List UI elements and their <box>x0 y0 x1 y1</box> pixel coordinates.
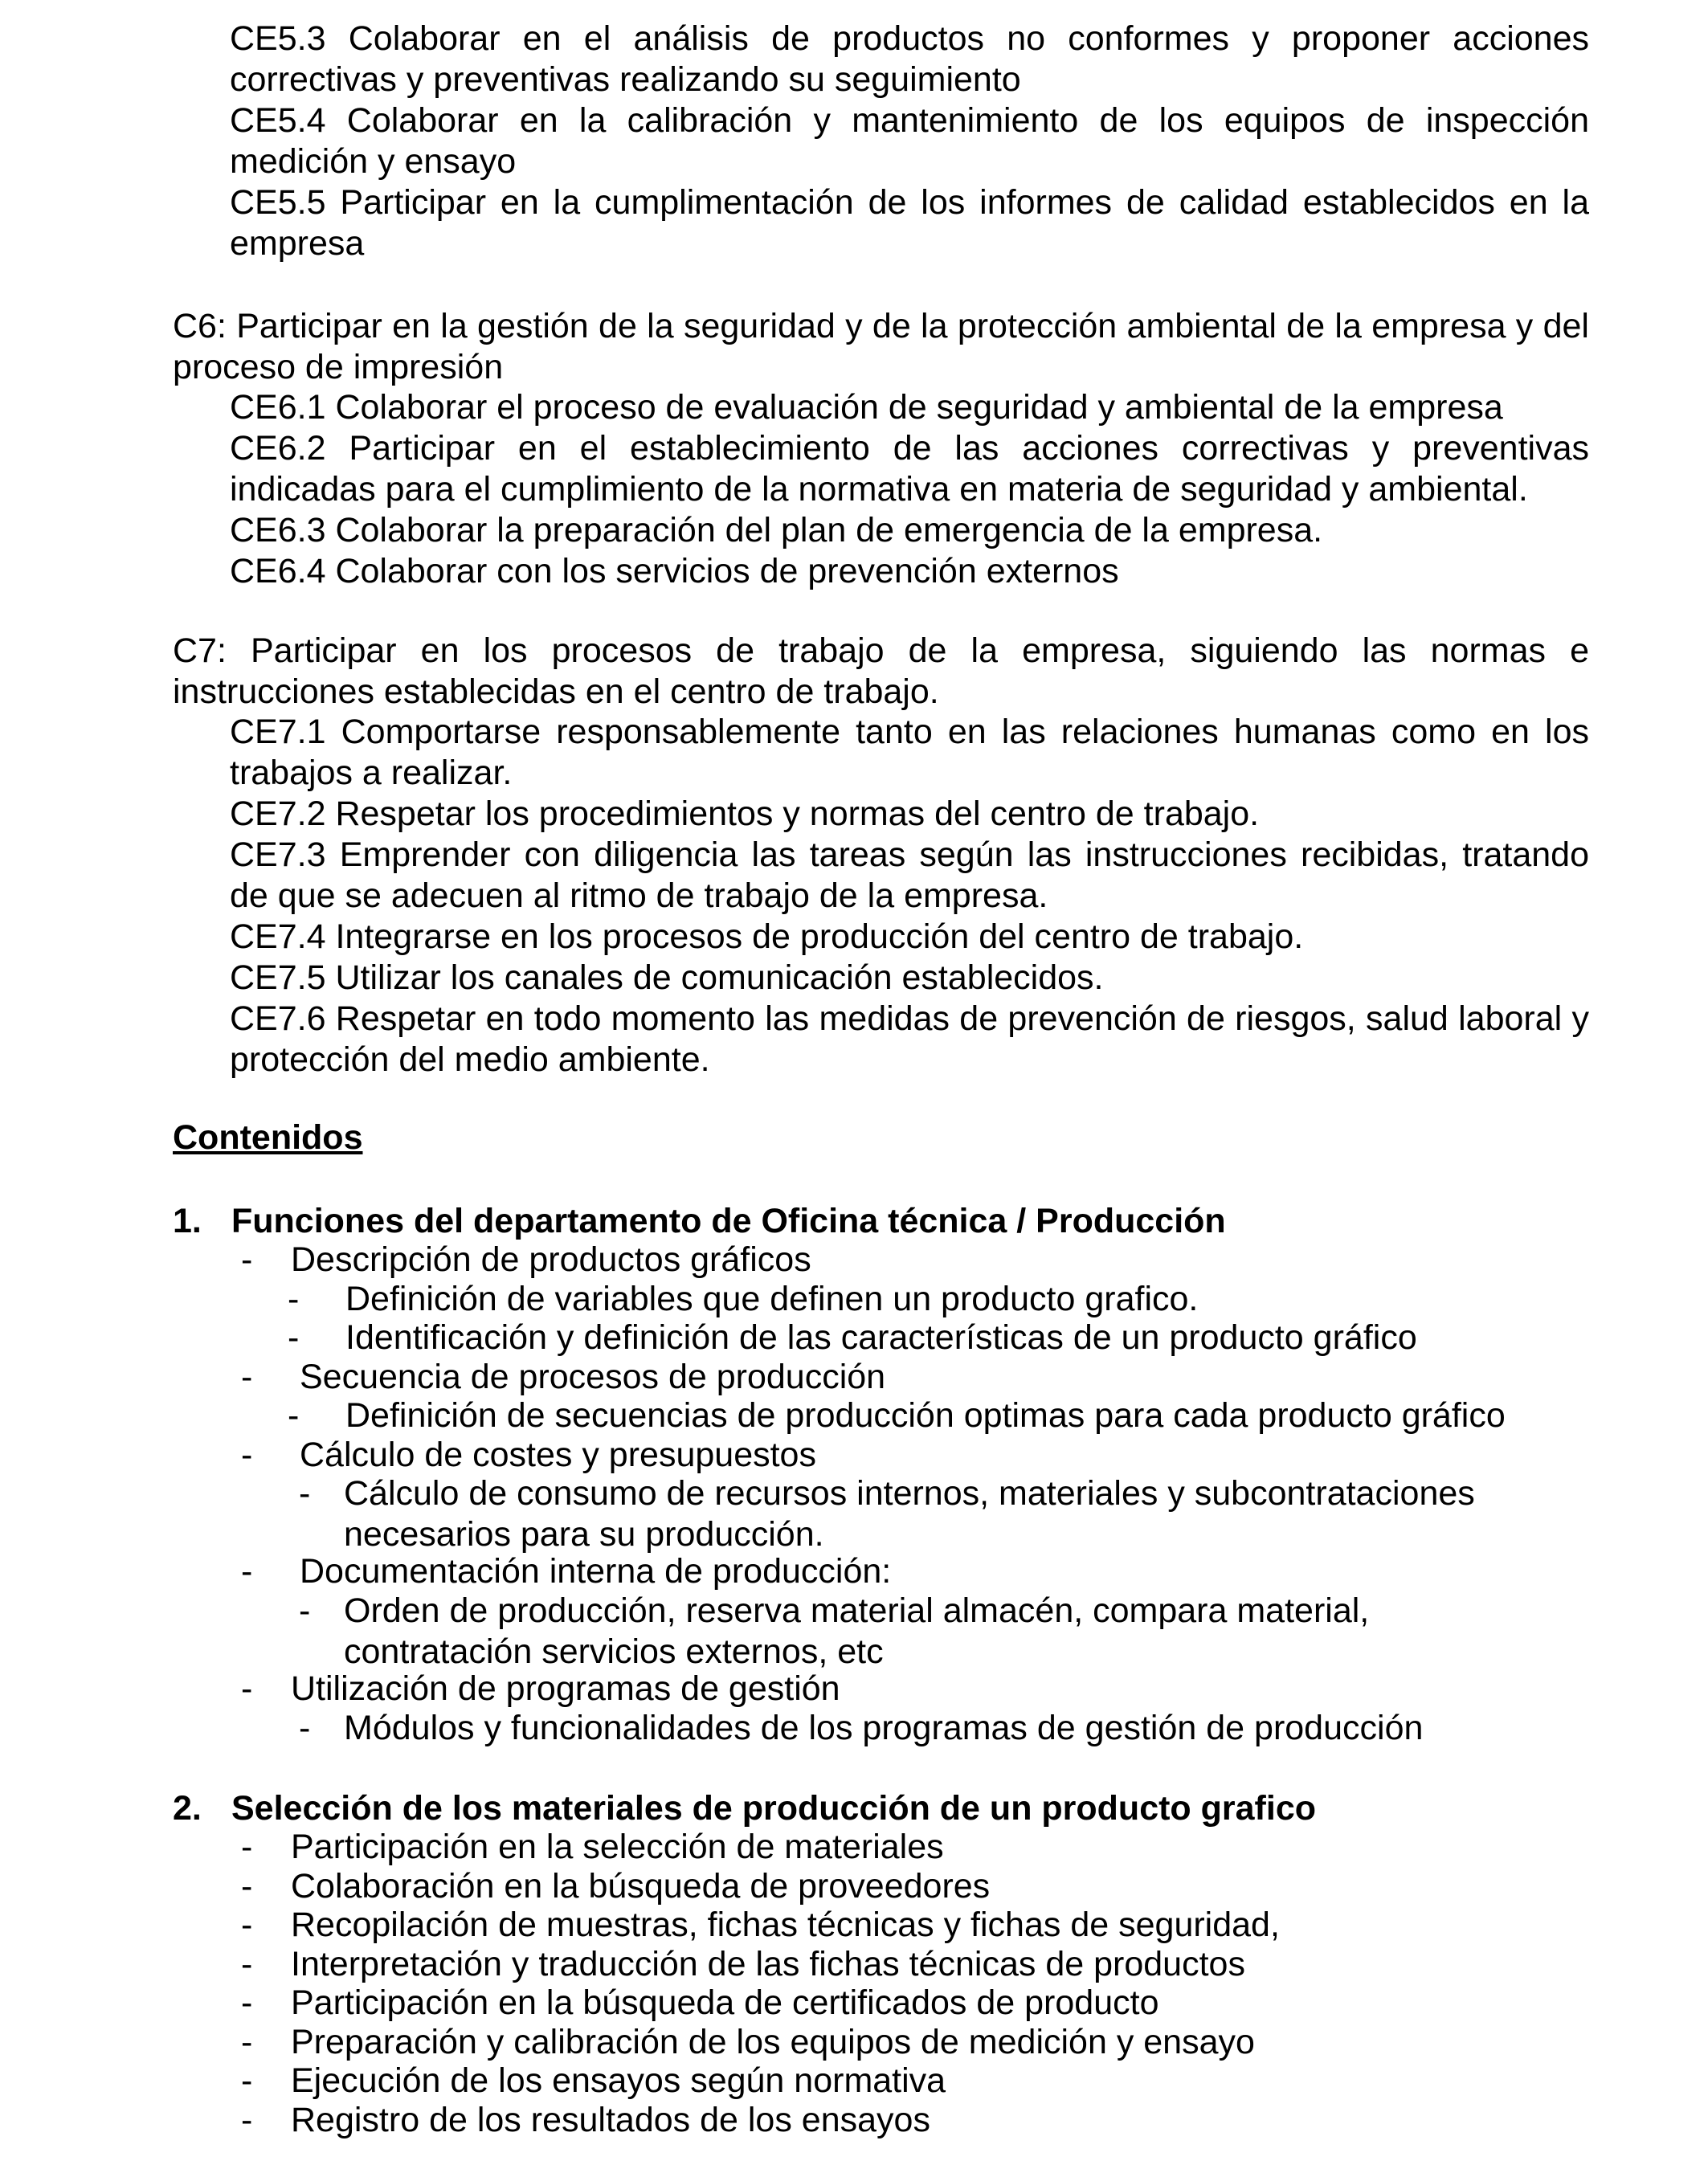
list-item-text-continued: necesarios para su producción. <box>344 1515 824 1554</box>
list-item-text: Participación en la selección de materiales <box>291 1828 944 1866</box>
bullet-dash: - <box>241 1240 253 1279</box>
list-item-text: Cálculo de consumo de recursos internos, materiales y subcontrataciones <box>344 1474 1475 1513</box>
list-item-text: Recopilación de muestras, fichas técnicas y fichas de seguridad, <box>291 1906 1280 1944</box>
list-item-text: Definición de secuencias de producción optimas para cada producto gráfico <box>345 1396 1506 1435</box>
capacity-c7: C7: Participar en los procesos de trabajo de la empresa, siguiendo las normas e instrucciones establecidas en el centro de trabajo. <box>173 631 1589 711</box>
bullet-dash: - <box>299 1474 311 1513</box>
list-item-text: Registro de los resultados de los ensayos <box>291 2101 930 2139</box>
bullet-dash: - <box>299 1591 311 1630</box>
bullet-dash: - <box>241 1828 253 1866</box>
bullet-dash: - <box>288 1280 300 1318</box>
topic-number: 2. <box>173 1789 202 1828</box>
list-item-text: Colaboración en la búsqueda de proveedores <box>291 1867 991 1906</box>
criterion-ce5-4: CE5.4 Colaborar en la calibración y mantenimiento de los equipos de inspección medición y ensayo <box>230 101 1589 181</box>
list-item-text: Interpretación y traducción de las fichas técnicas de productos <box>291 1945 1245 1983</box>
topic-title: Funciones del departamento de Oficina técnica / Producción <box>231 1202 1226 1240</box>
list-item-text: Preparación y calibración de los equipos de medición y ensayo <box>291 2023 1255 2061</box>
bullet-dash: - <box>241 2101 253 2139</box>
criterion-ce7-2: CE7.2 Respetar los procedimientos y normas del centro de trabajo. <box>230 795 1260 833</box>
criterion-ce7-5: CE7.5 Utilizar los canales de comunicación establecidos. <box>230 958 1104 997</box>
bullet-dash: - <box>241 2061 253 2100</box>
criterion-ce6-3: CE6.3 Colaborar la preparación del plan de emergencia de la empresa. <box>230 511 1323 549</box>
list-item-text-continued: contratación servicios externos, etc <box>344 1632 884 1671</box>
bullet-dash: - <box>241 1669 253 1708</box>
bullet-dash: - <box>241 1436 253 1474</box>
topic-title: Selección de los materiales de producción de un producto grafico <box>231 1789 1317 1828</box>
criterion-ce7-3: CE7.3 Emprender con diligencia las tareas según las instrucciones recibidas, tratando de que se adecuen al ritmo de trabajo de la empresa. <box>230 835 1589 915</box>
bullet-dash: - <box>288 1396 300 1435</box>
criterion-ce6-1: CE6.1 Colaborar el proceso de evaluación de seguridad y ambiental de la empresa <box>230 388 1503 427</box>
list-item-text: Cálculo de costes y presupuestos <box>300 1436 816 1474</box>
criterion-ce5-5: CE5.5 Participar en la cumplimentación de los informes de calidad establecidos en la empresa <box>230 183 1589 263</box>
list-item-text: Secuencia de procesos de producción <box>300 1358 886 1396</box>
list-item-text: Orden de producción, reserva material almacén, compara material, <box>344 1591 1370 1630</box>
bullet-dash: - <box>241 1906 253 1944</box>
criterion-ce7-1: CE7.1 Comportarse responsablemente tanto en las relaciones humanas como en los trabajos a realizar. <box>230 713 1589 792</box>
bullet-dash: - <box>241 1867 253 1906</box>
criterion-ce6-2: CE6.2 Participar en el establecimiento de las acciones correctivas y preventivas indicadas para el cumplimiento de la normativa en materia de seguridad y ambiental. <box>230 429 1589 509</box>
list-item-text: Descripción de productos gráficos <box>291 1240 811 1279</box>
bullet-dash: - <box>241 1945 253 1983</box>
bullet-dash: - <box>241 1983 253 2022</box>
criterion-ce7-4: CE7.4 Integrarse en los procesos de producción del centro de trabajo. <box>230 917 1304 956</box>
criterion-ce5-3: CE5.3 Colaborar en el análisis de productos no conformes y proponer acciones correctivas y preventivas realizando su seguimiento <box>230 19 1589 99</box>
capacity-c6: C6: Participar en la gestión de la seguridad y de la protección ambiental de la empresa y del proceso de impresión <box>173 307 1589 386</box>
criterion-ce6-4: CE6.4 Colaborar con los servicios de prevención externos <box>230 552 1119 590</box>
list-item-text: Ejecución de los ensayos según normativa <box>291 2061 946 2100</box>
list-item-text: Utilización de programas de gestión <box>291 1669 840 1708</box>
bullet-dash: - <box>241 1552 253 1591</box>
bullet-dash: - <box>299 1709 311 1747</box>
contents-heading: Contenidos <box>173 1118 363 1157</box>
bullet-dash: - <box>288 1318 300 1357</box>
list-item-text: Documentación interna de producción: <box>300 1552 892 1591</box>
bullet-dash: - <box>241 1358 253 1396</box>
list-item-text: Módulos y funcionalidades de los programas de gestión de producción <box>344 1709 1424 1747</box>
criterion-ce7-6: CE7.6 Respetar en todo momento las medidas de prevención de riesgos, salud laboral y protección del medio ambiente. <box>230 999 1589 1079</box>
list-item-text: Identificación y definición de las características de un producto gráfico <box>345 1318 1417 1357</box>
bullet-dash: - <box>241 2023 253 2061</box>
list-item-text: Definición de variables que definen un producto grafico. <box>345 1280 1199 1318</box>
list-item-text: Participación en la búsqueda de certificados de producto <box>291 1983 1159 2022</box>
topic-number: 1. <box>173 1202 202 1240</box>
